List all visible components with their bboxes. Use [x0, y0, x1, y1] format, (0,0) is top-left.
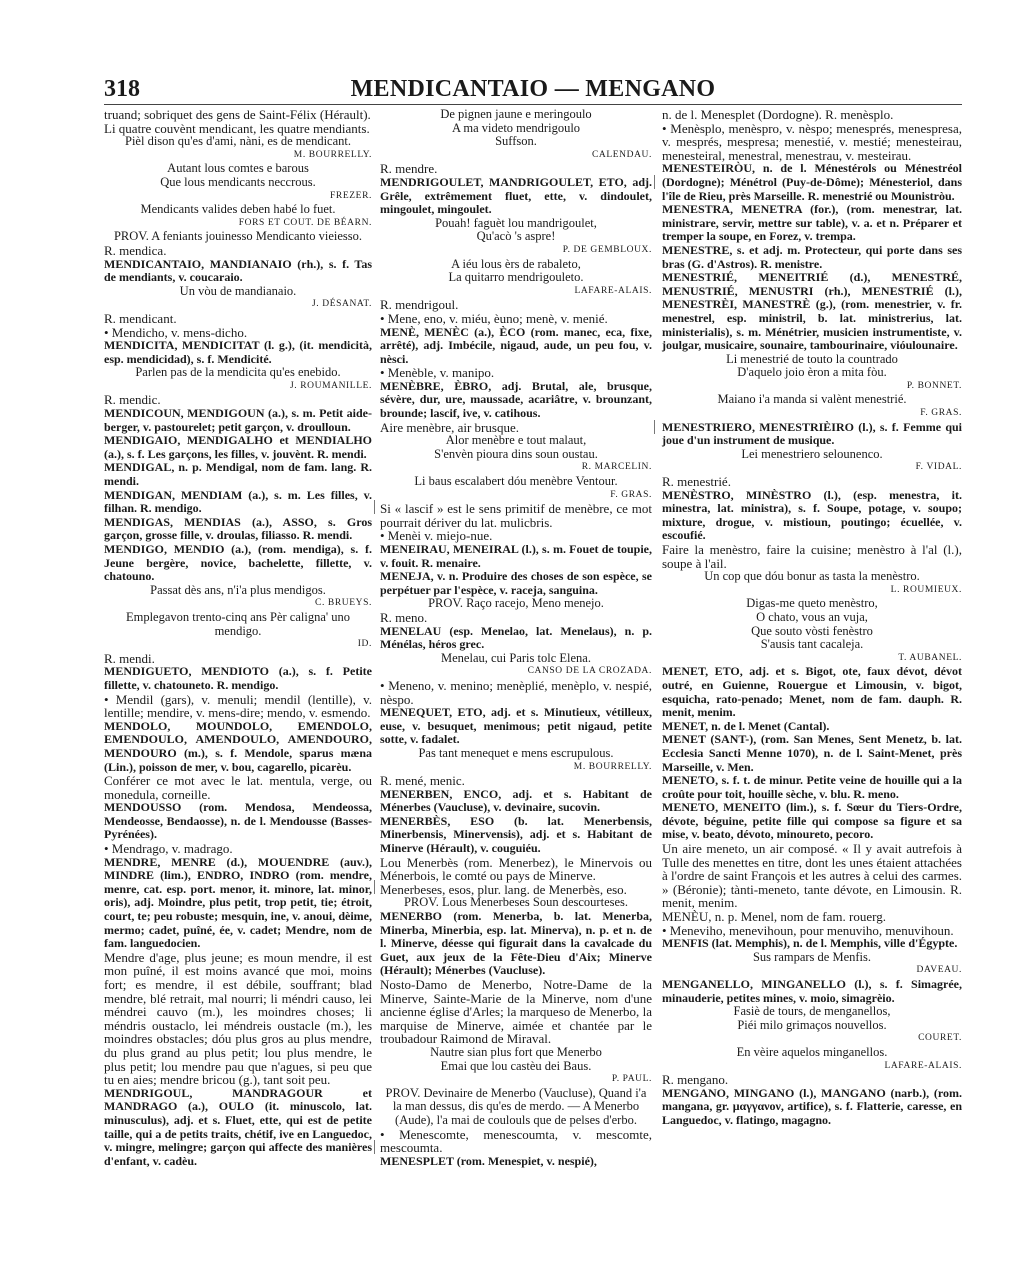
quotation-line: Emplegavon trento-cinq ans Pèr caligna' uno mendigo. — [125, 609, 351, 638]
source-citation: F. GRAS. — [610, 489, 652, 500]
quotation-line: La quitarro mendrigouleto. — [448, 270, 584, 285]
entry-text: • Mendrago, v. madrago. — [104, 841, 233, 857]
quotation-line: Fasiè de tours, de menganellos, — [733, 1004, 891, 1019]
headword-entry: MENÈSTRO, MINÈSTRO (l.), (esp. menestra, it. minestra, lat. ministra), s. f. Soupe, potage, v. soupo; mixture, drogue, v. mistioun, poutingo; écuellée, v. escoufié. — [662, 487, 962, 543]
headword-entry: MENERBÈS, ESO (b. lat. Menerbensis, Minerbensis, Minervensis), adj. et s. Habitant de Minerve (Hérault), v. couguiéu. — [380, 813, 652, 856]
quotation-line: Parlen pas de la mendicita qu'es enebido. — [135, 365, 341, 380]
source-citation: M. BOURRELLY. — [573, 761, 652, 772]
source-citation: F. VIDAL. — [915, 462, 962, 473]
source-citation: L. ROUMIEUX. — [890, 584, 962, 595]
entry-text: • Meneviho, menevihoun, pour menuviho, menuvihoun. — [662, 922, 954, 938]
quotation-line: Pièl dison qu'es d'ami, nàni, es de mendicant. — [125, 134, 351, 149]
entry-text: R. mendi. — [104, 650, 155, 666]
entry-text: R. menestrié. — [662, 474, 731, 490]
headword-entry: MENDICOUN, MENDIGOUN (a.), s. m. Petit aide-berger, v. pastourelet; petit garçon, v. droulloun. — [104, 406, 372, 434]
margin-mark — [374, 500, 375, 514]
entry-text: Aire menèbre, air brusque. — [380, 419, 519, 435]
source-citation: COURET. — [918, 1033, 962, 1044]
entry-text: • Menèsplo, menèspro, v. nèspo; menesprés, menespresa, v. mesprés, mespresa; menestié, v. mestié; menesteirau, menesteiral, menestral, menestrau, v. mesteirau. — [662, 120, 962, 163]
entry-text: Lou Menerbès (rom. Menerbez), le Minervois ou Ménerbois, le comté ou pays de Minerve. — [380, 854, 652, 884]
margin-mark — [374, 880, 375, 894]
entry-text: R. mengano. — [662, 1072, 729, 1088]
column-left — [104, 108, 372, 1168]
headword-entry: MENESTEIRÒU, n. de l. Ménestérols ou Ménestréol (Dordogne); Ménétrol (Puy-de-Dôme); Ménesteriol, dans l'île de Rieu, près Marseille. R. menestrié ou Mounistròu. — [662, 161, 962, 203]
quotation-line: Emai que lou castèu dei Baus. — [440, 1058, 592, 1073]
headword-entry: MENESTRIÉ, MENEITRIÉ (d.), MENESTRÉ, MENUSTRIÉ, MENUSTRI (rh.), MENESTRIÉ (l.), MENESTRÈI, MANESTRÈ (g.), (rom. menestrier, v. fr. menestrel, esp. ministril, b. lat. ministrerius, lat. ministerialis), s. m. Ménétrier, musicien instrumentiste, v. joulgar, musicaire, sounaire, tambourinaire, vióulounaire. — [662, 270, 962, 353]
source-citation: P. PAUL. — [611, 1074, 652, 1085]
entry-text: • Menescomte, menescoumta, v. mescomte, mescoumta. — [380, 1126, 652, 1156]
margin-mark — [654, 175, 655, 189]
source-citation: J. DÉSANAT. — [312, 299, 372, 310]
entry-text: Li quatre couvènt mendicant, les quatre mendiants. — [104, 120, 370, 136]
quotation-line: S'envèn pioura dins soun oustau. — [434, 446, 598, 461]
page-number: 318 — [104, 76, 140, 102]
headword-entry: MENETO, MENEITO (lim.), s. f. Sœur du Tiers-Ordre, dévote, béguine, petite fille qui compose sa figure et sa mise, v. beato, dévoto, minoureto, pecoro. — [662, 800, 962, 842]
header-rule — [104, 104, 962, 105]
headword-entry: MENGANELLO, MINGANELLO (l.), s. f. Simagrée, minauderie, petites mines, v. moio, simagrèio. — [662, 977, 962, 1005]
entry-text: Conférer ce mot avec le lat. mentula, verge, ou monedula, corneille. — [104, 773, 372, 802]
quotation-line: Digas-me queto menèstro, — [746, 596, 878, 611]
headword-entry: MENEQUET, ETO, adj. et s. Minutieux, vétilleux, euse, v. besuquet, menimous; petit nigaud, petite sotte, v. fadalet. — [380, 705, 652, 747]
source-citation: F. GRAS. — [920, 408, 962, 419]
entry-text: • Mene, eno, v. miéu, èuno; menè, v. menié. — [380, 310, 608, 326]
entry-text: • Mendicho, v. mens-dicho. — [104, 324, 248, 340]
quotation-line: Nautre sian plus fort que Menerbo — [430, 1044, 602, 1059]
source-citation: DAVEAU. — [916, 965, 962, 976]
source-citation: R. MARCELIN. — [581, 462, 652, 473]
quotation-line: PROV. Raço racejo, Meno menejo. — [428, 596, 604, 611]
quotation-line: Maiano i'a manda si valènt menestrié. — [717, 392, 907, 407]
entry-text: truand; sobriquet des gens de Saint-Félix (Hérault). — [104, 107, 371, 122]
quotation-line: Que souto vòsti fenèstro — [751, 623, 873, 638]
headword-entry: MENESTRE, s. et adj. m. Protecteur, qui porte dans ses bras (G. d'Astros). R. menistre. — [662, 242, 962, 271]
entry-text: R. mendrigoul. — [380, 297, 459, 313]
entry-text: R. mendica. — [104, 242, 167, 258]
source-citation: ID. — [357, 639, 372, 650]
headword-entry: MENDRE, MENRE (d.), MOUENDRE (auv.), MINDRE (lim.), ENDRO, INDRO (rom. mendre, menre, cat. esp. port. menor, it. minore, lat. minor, oris), adj. Moindre, plus petit, trop petit, tie; étroit, court, te; peu robuste; mesquin, ine, v. anoui, dèime, mermo; cadet, puîné, ée, v. cadet; Mendre, nom de fam. languedocien. — [104, 854, 372, 951]
headword-entry: MENDRIGOUL, MANDRAGOUR et MANDRAGO (a.), OULO (it. minuscolo, lat. minusculus), adj. et s. Fluet, ette, qui est de petite taille, qui a de petits traits, chétif, ive en Languedoc, v. mingre, melingre; garçon qui affecte des manières d'enfant, v. cadèu. — [104, 1085, 372, 1168]
column-right — [662, 108, 962, 1128]
quotation-line: Li baus escalabert dóu menèbre Ventour. — [414, 474, 618, 489]
entry-text: Menerbeses, esos, plur. lang. de Menerbès, eso. — [380, 881, 627, 897]
headword-entry: MENELAU (esp. Menelao, lat. Menelaus), n. p. Ménélas, héros grec. — [380, 623, 652, 652]
quotation-line: Sus rampars de Menfis. — [752, 949, 872, 964]
quotation-line: D'aquelo joio èron a mita fòu. — [737, 365, 887, 380]
quotation-line: De pignen jaune e meringoulo — [440, 107, 592, 121]
headword-entry: MENEJA, v. n. Produire des choses de son espèce, se perpétuer par l'espèce, v. raceja, sanguina. — [380, 569, 652, 597]
quotation-line: PROV. A feniants jouinesso Mendicanto vieiesso. — [113, 229, 363, 244]
headword-entry: MENDIGUETO, MENDIOTO (a.), s. f. Petite fillette, v. chatouneto. R. mendigo. — [104, 664, 372, 692]
headword-entry: MENERBEN, ENCO, adj. et s. Habitant de Ménerbes (Vaucluse), v. devinaire, sucovin. — [380, 786, 652, 815]
headword-entry: MENESPLET (rom. Menespiet, v. nespié), — [380, 1153, 597, 1168]
quotation-line: PROV. Devinaire de Menerbo (Vaucluse), Quand i'a la man dessus, dis qu'es de merdo. — A Menerbo (Aude), l'a mai de coulouls que de pelses d'erbo. — [385, 1085, 647, 1127]
entry-text: • Mendil (gars), v. menuli; mendil (lentille), v. lentille; mendire, v. mens-dire; mendo, v. esmendo. — [104, 691, 372, 721]
quotation-line: PROV. Lous Menerbeses Soun descourteses. — [403, 895, 629, 910]
entry-text: • Menèble, v. manipo. — [380, 365, 495, 381]
headword-entry: MENDICITA, MENDICITAT (l. g.), (it. mendicità, esp. mendicidad), s. f. Mendicité. — [104, 338, 372, 366]
headword-entry: MENDIGO, MENDIO (a.), (rom. mendiga), s. f. Jeune bergère, novice, bachelette, fillette, v. chatouno. — [104, 542, 372, 584]
column-middle — [380, 108, 652, 1168]
headword-entry: MENDIGAL, n. p. Mendigal, nom de fam. lang. R. mendi. — [104, 460, 372, 489]
headword-entry: MENÈ, MENÈC (a.), ÈCO (rom. manec, eca, fixe, arrêté), adj. Imbécile, nigaud, aude, un peu fou, v. nèsci. — [380, 324, 652, 366]
margin-mark — [374, 1140, 375, 1154]
entry-text: R. mendre. — [380, 161, 438, 177]
quotation-line: Passat dès ans, n'i'a plus mendigos. — [150, 582, 326, 597]
headword-entry: MENESTRA, MENETRA (for.), (rom. menestrar, lat. ministrare, servir, mettre sur table), v. a. et n. Préparer et tremper la soupe, en Forez, v. trempa. — [662, 202, 962, 244]
source-citation: FREZER. — [330, 190, 372, 201]
headword-entry: MENDIGAIO, MENDIGALHO et MENDIALHO (a.), s. f. Les garçons, les filles, v. jouvènt. R. mendi. — [104, 433, 372, 461]
quotation-line: Piéi milo grimaços nouvellos. — [737, 1017, 887, 1032]
source-citation: CALENDAU. — [591, 149, 652, 160]
quotation-line: A iéu lous èrs de rabaleto, — [451, 256, 581, 271]
source-citation: C. BRUEYS. — [315, 598, 372, 609]
source-citation: LAFARE-ALAIS. — [574, 285, 652, 296]
running-title: MENDICANTAIO — MENGANO — [350, 76, 716, 102]
entry-text: n. de l. Menesplet (Dordogne). R. menèsplo. — [662, 107, 894, 122]
headword-entry: MENEIRAU, MENEIRAL (l.), s. m. Fouet de toupie, v. fouit. R. menaire. — [380, 542, 652, 570]
quotation-line: S'ausis tant cacaleja. — [760, 637, 864, 652]
entry-text: R. mené, menic. — [380, 773, 465, 789]
quotation-line: A ma videto mendrigoulo — [451, 120, 581, 135]
headword-entry: MENDIGAN, MENDIAM (a.), s. m. Les filles, v. filhan. R. mendigo. — [104, 487, 372, 516]
entry-text: Nosto-Damo de Menerbo, Notre-Dame de la Minerve, Sainte-Marie de la Minerve, nom d'une ancienne église d'Arles; la marqueso de Menerbo, la marquise de Minerve, aimée et chantée par le troubadour Raimond de Miraval. — [380, 977, 652, 1047]
entry-text: R. mendicant. — [104, 310, 177, 326]
source-citation: T. AUBANEL. — [898, 652, 962, 663]
headword-entry: MENDOLO, MOUNDOLO, EMENDOLO, EMENDOULO, AMENDOULO, AMENDOURO, MENDOURO (m.), s. f. Mendole, sparus mæna (Lin.), poisson de mer, v. bou, cagarello, picarèu. — [104, 718, 372, 774]
quotation-line: Autant lous comtes e barous — [167, 161, 309, 176]
entry-text: R. meno. — [380, 609, 428, 625]
headword-entry: MENFIS (lat. Memphis), n. de l. Memphis, ville d'Égypte. — [662, 936, 958, 951]
headword-entry: MENET (SANT-), (rom. San Menes, Sent Menetz, b. lat. Ecclesia Sancti Menne 1070), n. de l. Saint-Menet, près Marseille, v. Men. — [662, 732, 962, 774]
headword-entry: MENDRIGOULET, MANDRIGOULET, ETO, adj. Grêle, extrêmement fluet, ette, v. dindoulet, mingoulet, mingoulet. — [380, 174, 652, 217]
headword-entry: MENDIGAS, MENDIAS (a.), ASSO, s. Gros garçon, grosse fille, v. droulas, filiasso. R. mendi. — [104, 514, 372, 543]
headword-entry: MENGANO, MINGANO (l.), MANGANO (narb.), (rom. mangana, gr. μαγγανον, artifice), s. f. Flatterie, caresse, en Languedoc, v. flatingo, magagno. — [662, 1085, 962, 1127]
quotation-line: Un vòu de mandianaio. — [179, 283, 297, 298]
source-citation: CANSO DE LA CROZADA. — [527, 666, 652, 677]
quotation-line: Un cop que dóu bonur as tasta la menèstro. — [704, 569, 920, 584]
entry-text: • Meneno, v. menino; menèplié, menèplo, v. nespié, nèspo. — [380, 677, 652, 707]
entry-text: • Menèi v. miejo-nue. — [380, 528, 493, 544]
quotation-line: Que lous mendicants neccrous. — [160, 174, 316, 189]
headword-entry: MENDICANTAIO, MANDIANAIO (rh.), s. f. Tas de mendiants, v. coucaraio. — [104, 256, 372, 285]
source-citation: FORS ET COUT. DE BÉARN. — [238, 217, 372, 228]
headword-entry: MENET, ETO, adj. et s. Bigot, ote, faux dévot, dévot outré, en Guienne, Rouergue et Limousin, v. bigot, esquicha, rato-penado; Menet, nom de fam. dauph. R. menit, menim. — [662, 664, 962, 720]
quotation-line: Suffson. — [495, 134, 537, 149]
headword-entry: MENERBO (rom. Menerba, b. lat. Menerba, Minerba, Minerbia, esp. lat. Minerva), n. p. et n. de l. Minerve, déesse qui figurait dans la cavalcade du Guet, aux jeux de la Fête-Dieu d'Aix; Minerve (Hérault); Ménerbes (Vaucluse). — [380, 909, 652, 978]
headword-entry: MENETO, s. f. t. de minur. Petite veine de houille qui a la croûte pour toit, houille sèche, v. blu. R. meno. — [662, 773, 962, 801]
source-citation: LAFARE-ALAIS. — [884, 1060, 962, 1071]
headword-entry: MENESTRIERO, MENESTRIÈIRO (l.), s. f. Femme qui joue d'un instrument de musique. — [662, 419, 962, 448]
quotation-line: Mendicants valides deben habé lo fuet. — [140, 202, 336, 217]
source-citation: P. DE GEMBLOUX. — [562, 244, 652, 255]
entry-text: Mendre d'age, plus jeune; es moun mendre, il est mon puîné, il est moins avancé que moi, moins fort; es mendre, il est débile, souffrant; blad mendre, blé retrait, mal nourri; li méndri causo, lei méndrei cauvo (m.), les moindres choses; li méndris oustaclo, lei méndreis oustacle (m.), les moindres obstacles; dóu plus gros au plus mendre, du plus grand au plus petit; lou plus mendre, le plus petit; lou mendre pau que n'agues, si peu que tu en aies; mendre bricou (g.), tant soit peu. — [104, 949, 372, 1088]
headword-entry: MENDOUSSO (rom. Mendosa, Mendeossa, Mendeosse, Bendaosse), n. de l. Mendousse (Basses-Pyrénées). — [104, 800, 372, 842]
source-citation: J. ROUMANILLE. — [289, 380, 372, 391]
quotation-line: Alor menèbre e tout malaut, — [445, 433, 587, 448]
headword-entry: MENET, n. de l. Menet (Cantal). — [662, 718, 830, 733]
entry-text: Un aire meneto, un air composé. « Il y avait autrefois à Tulle des menettes en titre, dont les unes étaient attachées à l'ordre de saint François et les autres à celui des carmes. » (Béronie); tànti-meneto, tante dévote, en Limousin. R. menit, menim. — [662, 841, 962, 911]
margin-mark — [654, 420, 655, 434]
quotation-line: O chato, vous an vuja, — [756, 609, 868, 624]
source-citation: P. BONNET. — [906, 380, 962, 391]
quotation-line: Pas tant menequet e mens escrupulous. — [418, 745, 614, 760]
entry-text: Si « lascif » est le sens primitif de menèbre, ce mot pourrait dériver du lat. mulicbris. — [380, 501, 652, 530]
source-citation: M. BOURRELLY. — [293, 149, 372, 160]
quotation-line: Qu'acò 's aspre! — [476, 229, 556, 244]
quotation-line: Menelau, cui Paris tolc Elena. — [441, 650, 591, 665]
quotation-line: Li menestrié de touto la countrado — [726, 351, 898, 366]
quotation-line: Pouah! faguèt lou mandrigoulet, — [435, 215, 597, 230]
headword-entry: MENÈBRE, ÈBRO, adj. Brutal, ale, brusque, sévère, dur, ure, maussade, acariâtre, v. brounzant, brounde; lascif, ive, v. catihous. — [380, 378, 652, 421]
entry-text: R. mendic. — [104, 392, 161, 408]
quotation-line: En vèire aquelos minganellos. — [736, 1044, 888, 1059]
entry-text: MENÈU, n. p. Menel, nom de fam. rouerg. — [662, 909, 886, 925]
entry-text: Faire la menèstro, faire la cuisine; menèstro à l'al (l.), soupe à l'ail. — [662, 542, 962, 571]
quotation-line: Lei menestriero selounenco. — [741, 446, 883, 461]
